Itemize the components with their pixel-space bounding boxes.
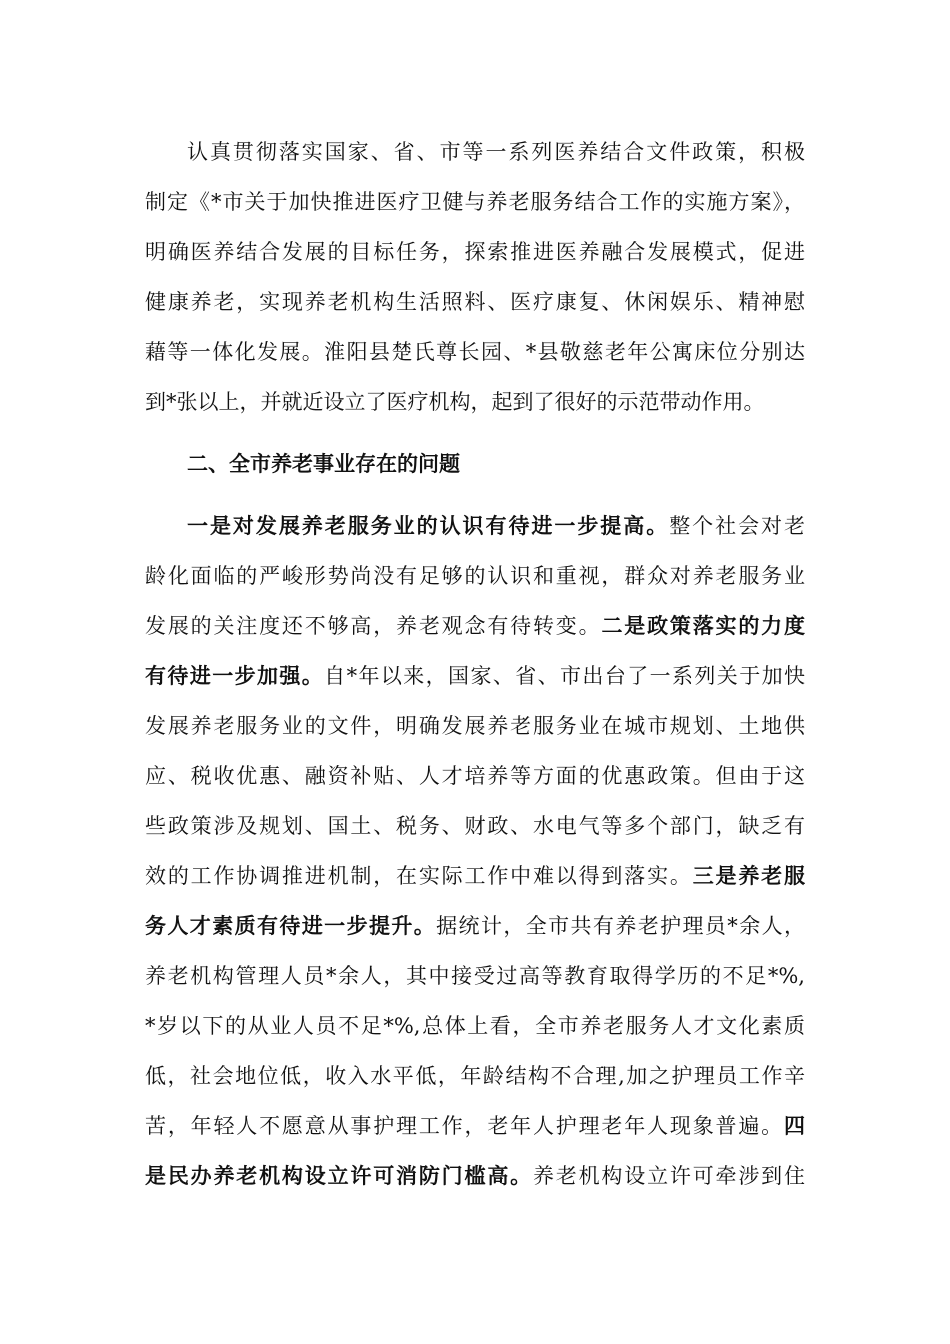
paragraph-2-text: 效的工作协调推进机制，在实际工作中难以得到落实。 [145,864,693,888]
paragraph-2-line-9 [145,906,805,946]
paragraph-1-line-2: 制定《*市关于加快推进医疗卫健与养老服务结合工作的实施方案》， [145,190,805,214]
section-heading: 二、全市养老事业存在的问题 [187,451,460,476]
paragraph-1-line-1: 认真贯彻落实国家、省、市等一系列医养结合文件政策，积极 [187,140,805,164]
paragraph-2-text: 整个社会对老 [669,514,806,538]
point-four-title: 四 [784,1113,805,1138]
paragraph-2-line-13 [145,1106,805,1146]
paragraph-2-text: 养老机构设立许可牵涉到住 [532,1164,806,1188]
paragraph-1-line-5: 藉等一体化发展。淮阳县楚氏尊长园、*县敬慈老年公寓床位分别达 [145,340,805,364]
paragraph-2-line-12: 低，社会地位低，收入水平低，年龄结构不合理,加之护理员工作辛 [145,1064,805,1088]
paragraph-2-text: 据统计，全市共有养老护理员*余人， [436,914,805,938]
point-three-title-cont: 务人才素质有待进一步提升。 [145,913,437,938]
paragraph-2-line-7: 些政策涉及规划、国土、税务、财政、水电气等多个部门，缺乏有 [145,814,805,838]
point-two-title: 二是政策落实的力度 [601,613,806,638]
paragraph-2-text: 自*年以来，国家、省、市出台了一系列关于加快 [324,664,805,688]
paragraph-2-line-5: 发展养老服务业的文件，明确发展养老服务业在城市规划、土地供 [145,714,805,738]
paragraph-2-line-3 [145,606,805,646]
paragraph-2-line-1 [187,506,805,546]
point-two-title-cont: 有待进一步加强。 [145,663,325,688]
paragraph-2-text: 发展的关注度还不够高，养老观念有待转变。 [145,614,602,638]
point-three-title: 三是养老服 [692,863,806,888]
paragraph-1-line-6: 到*张以上，并就近设立了医疗机构，起到了很好的示范带动作用。 [145,390,765,414]
paragraph-2-line-14 [145,1156,805,1196]
point-one-title: 一是对发展养老服务业的认识有待进一步提高。 [187,513,670,538]
paragraph-2-line-10: 养老机构管理人员*余人，其中接受过高等教育取得学历的不足*%, [145,964,805,988]
paragraph-2-line-4 [145,656,805,696]
paragraph-2-line-2: 龄化面临的严峻形势尚没有足够的认识和重视，群众对养老服务业 [145,564,805,588]
paragraph-2-text: 苦，年轻人不愿意从事护理工作，老年人护理老年人现象普遍。 [145,1114,784,1138]
paragraph-1-line-3: 明确医养结合发展的目标任务，探索推进医养融合发展模式，促进 [145,240,805,264]
paragraph-1-line-4: 健康养老，实现养老机构生活照料、医疗康复、休闲娱乐、精神慰 [145,290,805,314]
paragraph-2-line-8 [145,856,805,896]
paragraph-2-line-6: 应、税收优惠、融资补贴、人才培养等方面的优惠政策。但由于这 [145,764,805,788]
paragraph-2-line-11: *岁以下的从业人员不足*%,总体上看，全市养老服务人才文化素质 [145,1014,805,1038]
point-four-title-cont: 是民办养老机构设立许可消防门槛高。 [145,1163,533,1188]
